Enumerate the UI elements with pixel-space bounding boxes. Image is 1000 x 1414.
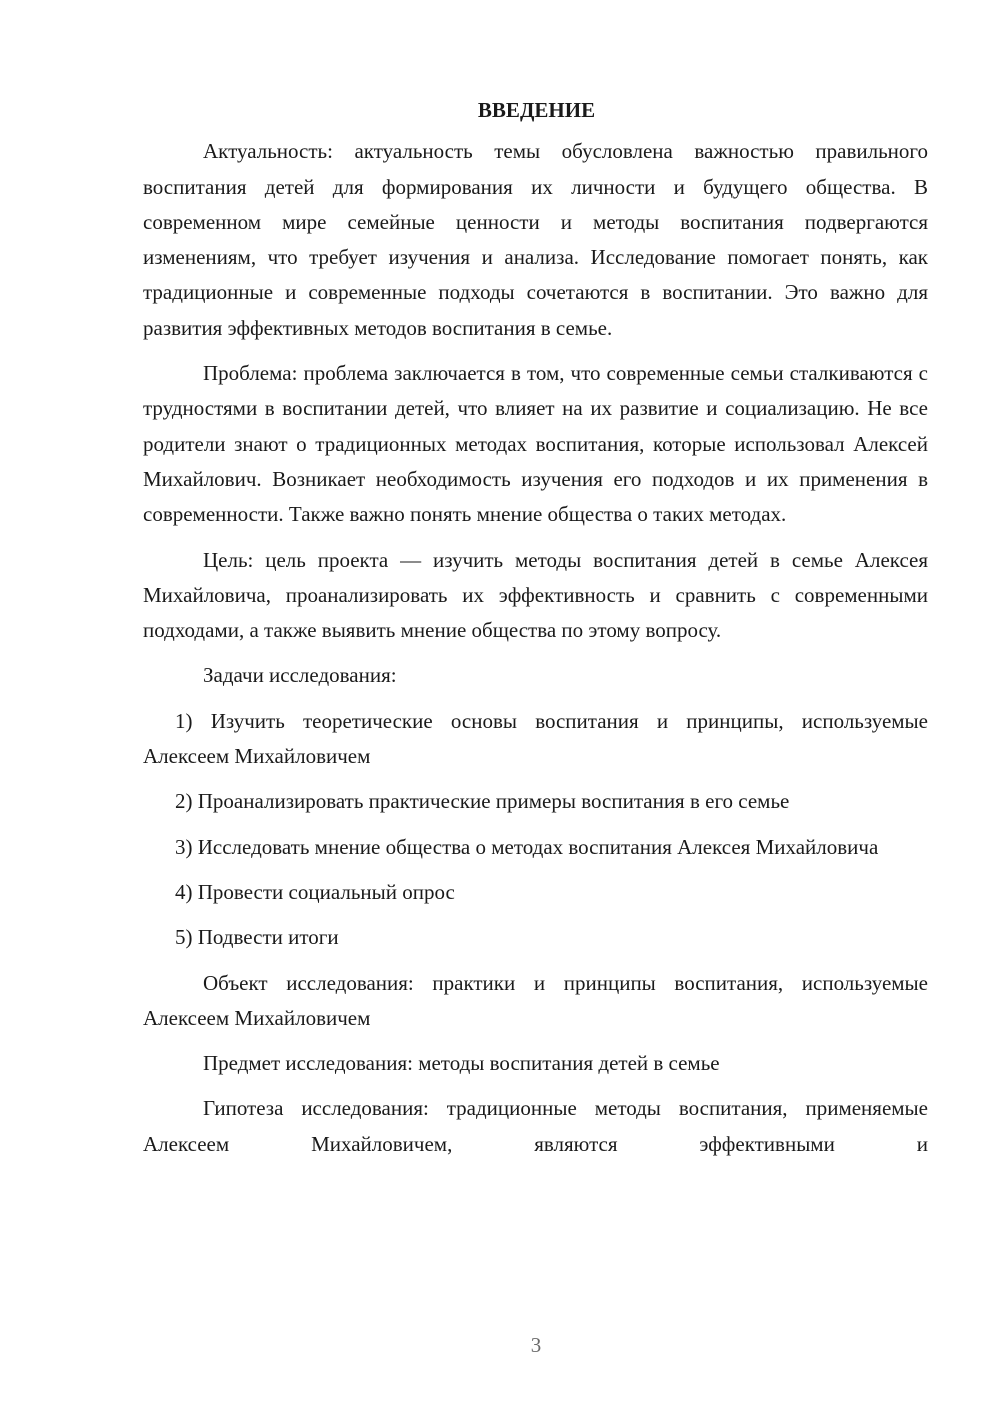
section-title: ВВЕДЕНИЕ bbox=[477, 98, 596, 122]
paragraph-tasks-heading: Задачи исследования: bbox=[203, 663, 397, 688]
paragraph-hypothesis: Гипотеза исследования: традиционные методы воспитания, применяемые Алексеем Михайловичем, являются эффективными и bbox=[143, 1096, 928, 1156]
paragraph-object: Объект исследования: практики и принципы воспитания, используемые Алексеем Михайловичем bbox=[143, 970, 928, 1030]
paragraph-goal: Цель: цель проекта — изучить методы воспитания детей в семье Алексея Михайловича, проанализировать их эффективность и сравнить с современными подходами, а также выявить мнение общества по этому вопросу. bbox=[143, 547, 928, 643]
task-item-3: 3) Исследовать мнение общества о методах воспитания Алексея Михайловича bbox=[175, 834, 879, 859]
paragraph-subject: Предмет исследования: методы воспитания детей в семье bbox=[203, 1051, 720, 1076]
page-content bbox=[143, 93, 928, 1172]
paragraph-problem: Проблема: проблема заключается в том, что современные семьи сталкиваются с трудностями в воспитании детей, что влияет на их развитие и социализацию. Не все родители знают о традиционных методах воспитания, которые использовал Алексей Михайлович. Возникает необходимость изучения его подходов и их применения в современности. Также важно понять мнение общества о таких методах. bbox=[143, 361, 928, 527]
paragraph-relevance: Актуальность: актуальность темы обусловлена важностью правильного воспитания детей для формирования их личности и будущего общества. В современном мире семейные ценности и методы воспитания подвергаются изменениям, что требует изучения и анализа. Исследование помогает понять, как традиционные и современные подходы сочетаются в воспитании. Это важно для развития эффективных методов воспитания в семье. bbox=[143, 139, 928, 340]
task-item-4: 4) Провести социальный опрос bbox=[175, 879, 455, 904]
task-item-1: 1) Изучить теоретические основы воспитания и принципы, используемые Алексеем Михайловичем bbox=[143, 708, 928, 769]
page-number: 3 bbox=[530, 1333, 542, 1357]
task-item-2: 2) Проанализировать практические примеры воспитания в его семье bbox=[175, 789, 790, 814]
task-item-5: 5) Подвести итоги bbox=[175, 925, 339, 950]
